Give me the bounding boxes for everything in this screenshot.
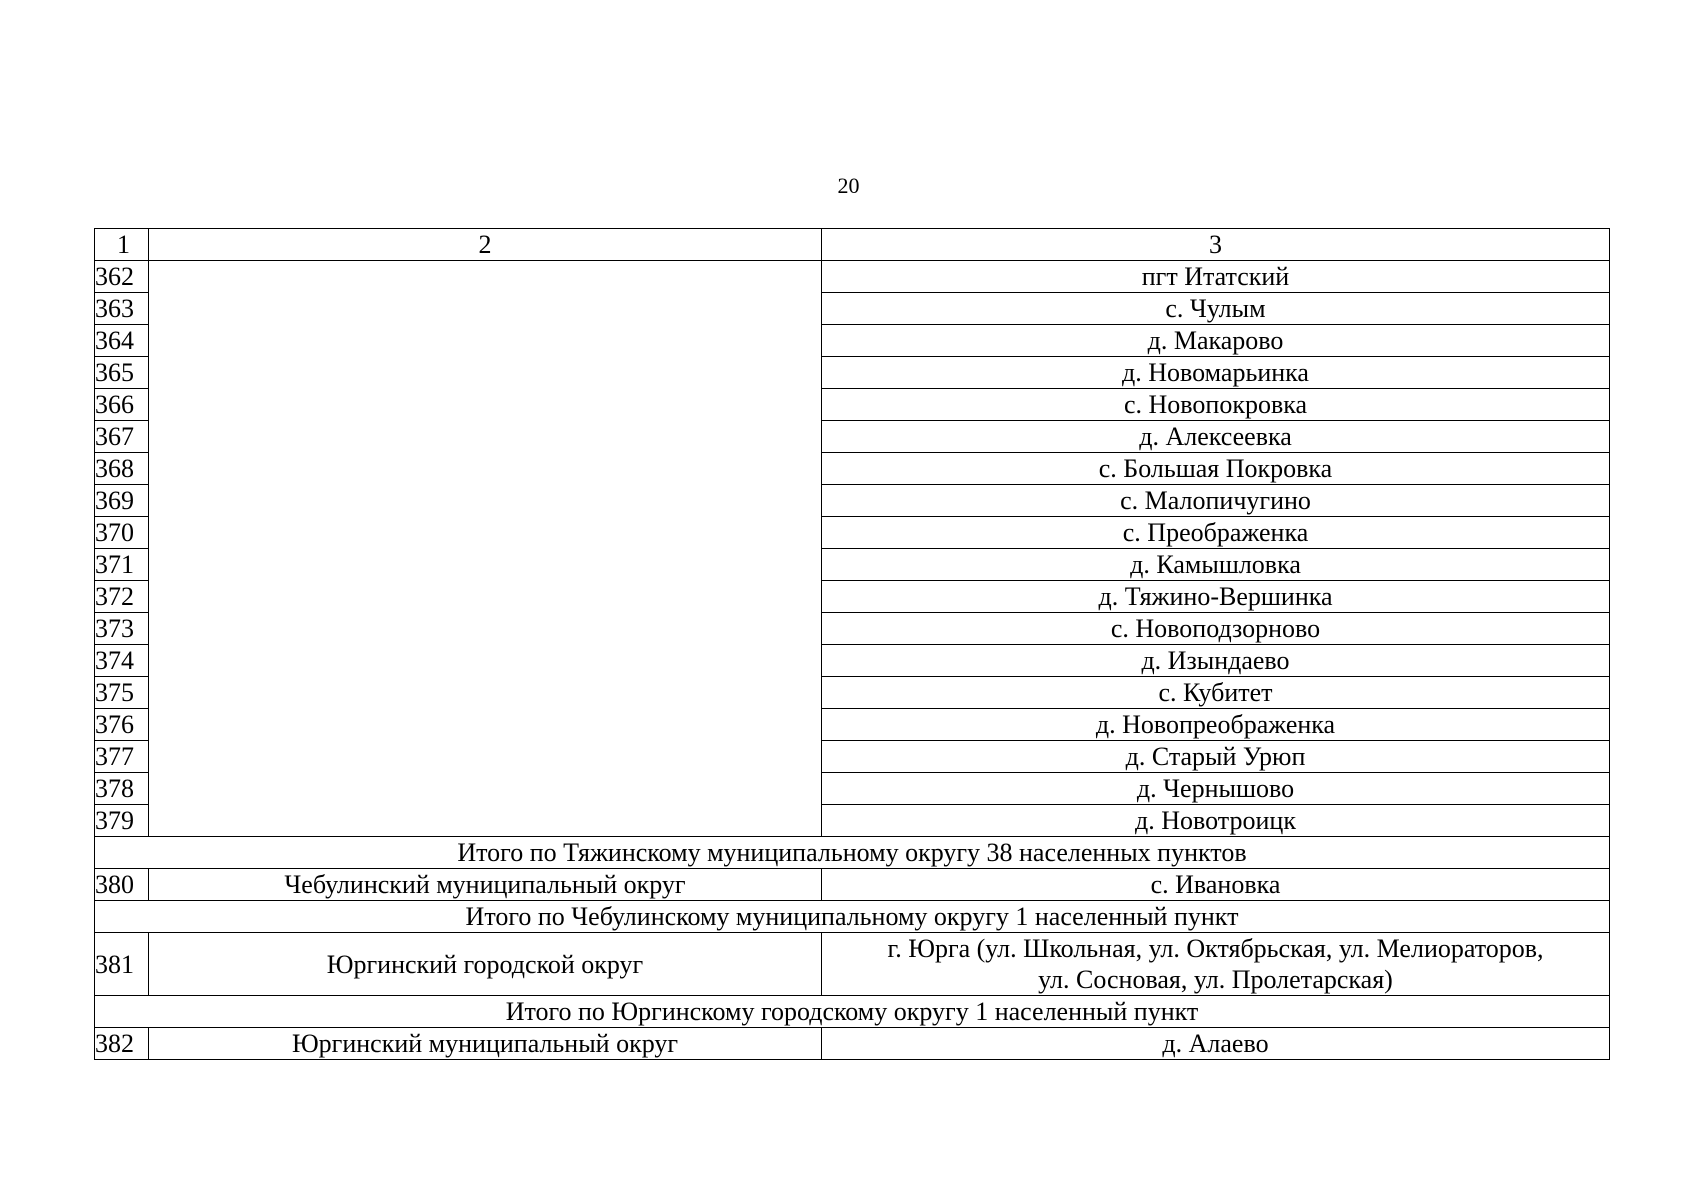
header-col1: 1	[95, 229, 149, 261]
row-number: 363	[95, 293, 149, 325]
total-cell: Итого по Чебулинскому муниципальному округу 1 населенный пункт	[95, 901, 1610, 933]
row-number: 373	[95, 613, 149, 645]
settlement-cell: д. Новотроицк	[822, 805, 1610, 837]
settlement-cell: с. Преображенка	[822, 517, 1610, 549]
header-col3: 3	[822, 229, 1610, 261]
settlement-cell: с. Большая Покровка	[822, 453, 1610, 485]
settlement-cell: д. Новомарьинка	[822, 357, 1610, 389]
row-number: 370	[95, 517, 149, 549]
settlement-cell: д. Алаево	[822, 1028, 1610, 1060]
row-number: 368	[95, 453, 149, 485]
total-row	[95, 996, 1610, 1028]
settlement-cell: с. Новоподзорново	[822, 613, 1610, 645]
row-number: 374	[95, 645, 149, 677]
settlement-cell: с. Кубитет	[822, 677, 1610, 709]
settlement-cell: д. Чернышово	[822, 773, 1610, 805]
district-cell: Чебулинский муниципальный округ	[149, 869, 822, 901]
row-number: 378	[95, 773, 149, 805]
row-number: 376	[95, 709, 149, 741]
table-row	[95, 933, 1610, 996]
row-number: 372	[95, 581, 149, 613]
settlement-cell: с. Ивановка	[822, 869, 1610, 901]
settlement-cell: с. Малопичугино	[822, 485, 1610, 517]
settlement-cell: пгт Итатский	[822, 261, 1610, 293]
settlement-cell: д. Изындаево	[822, 645, 1610, 677]
total-cell: Итого по Юргинскому городскому округу 1 населенный пункт	[95, 996, 1610, 1028]
row-number: 379	[95, 805, 149, 837]
settlement-cell: д. Макарово	[822, 325, 1610, 357]
row-number: 364	[95, 325, 149, 357]
row-number: 365	[95, 357, 149, 389]
settlement-cell: д. Камышловка	[822, 549, 1610, 581]
row-number: 371	[95, 549, 149, 581]
settlement-cell: д. Тяжино-Вершинка	[822, 581, 1610, 613]
settlement-cell: д. Новопреображенка	[822, 709, 1610, 741]
district-cell: Юргинский муниципальный округ	[149, 1028, 822, 1060]
settlement-line-2: ул. Сосновая, ул. Пролетарская)	[1038, 965, 1393, 994]
row-number: 369	[95, 485, 149, 517]
settlement-cell: с. Новопокровка	[822, 389, 1610, 421]
row-number: 377	[95, 741, 149, 773]
settlement-cell: с. Чулым	[822, 293, 1610, 325]
row-number: 367	[95, 421, 149, 453]
district-cell: Юргинский городской округ	[149, 933, 822, 996]
total-row	[95, 901, 1610, 933]
table-row	[95, 1028, 1610, 1060]
row-number: 382	[95, 1028, 149, 1060]
settlement-line-1: г. Юрга (ул. Школьная, ул. Октябрьская, ул. Мелиораторов,	[887, 934, 1544, 963]
row-number: 381	[95, 933, 149, 996]
table-row	[95, 869, 1610, 901]
row-number: 362	[95, 261, 149, 293]
district-cell-empty	[149, 261, 822, 837]
table-row	[95, 261, 1610, 293]
settlement-cell	[822, 933, 1610, 996]
row-number: 366	[95, 389, 149, 421]
total-cell: Итого по Тяжинскому муниципальному округу 38 населенных пунктов	[95, 837, 1610, 869]
header-col2: 2	[149, 229, 822, 261]
total-row	[95, 837, 1610, 869]
page-number: 20	[837, 173, 860, 198]
row-number: 380	[95, 869, 149, 901]
settlement-cell: д. Алексеевка	[822, 421, 1610, 453]
settlements-table	[94, 228, 1610, 1060]
row-number: 375	[95, 677, 149, 709]
header-row	[95, 229, 1610, 261]
settlement-cell: д. Старый Урюп	[822, 741, 1610, 773]
